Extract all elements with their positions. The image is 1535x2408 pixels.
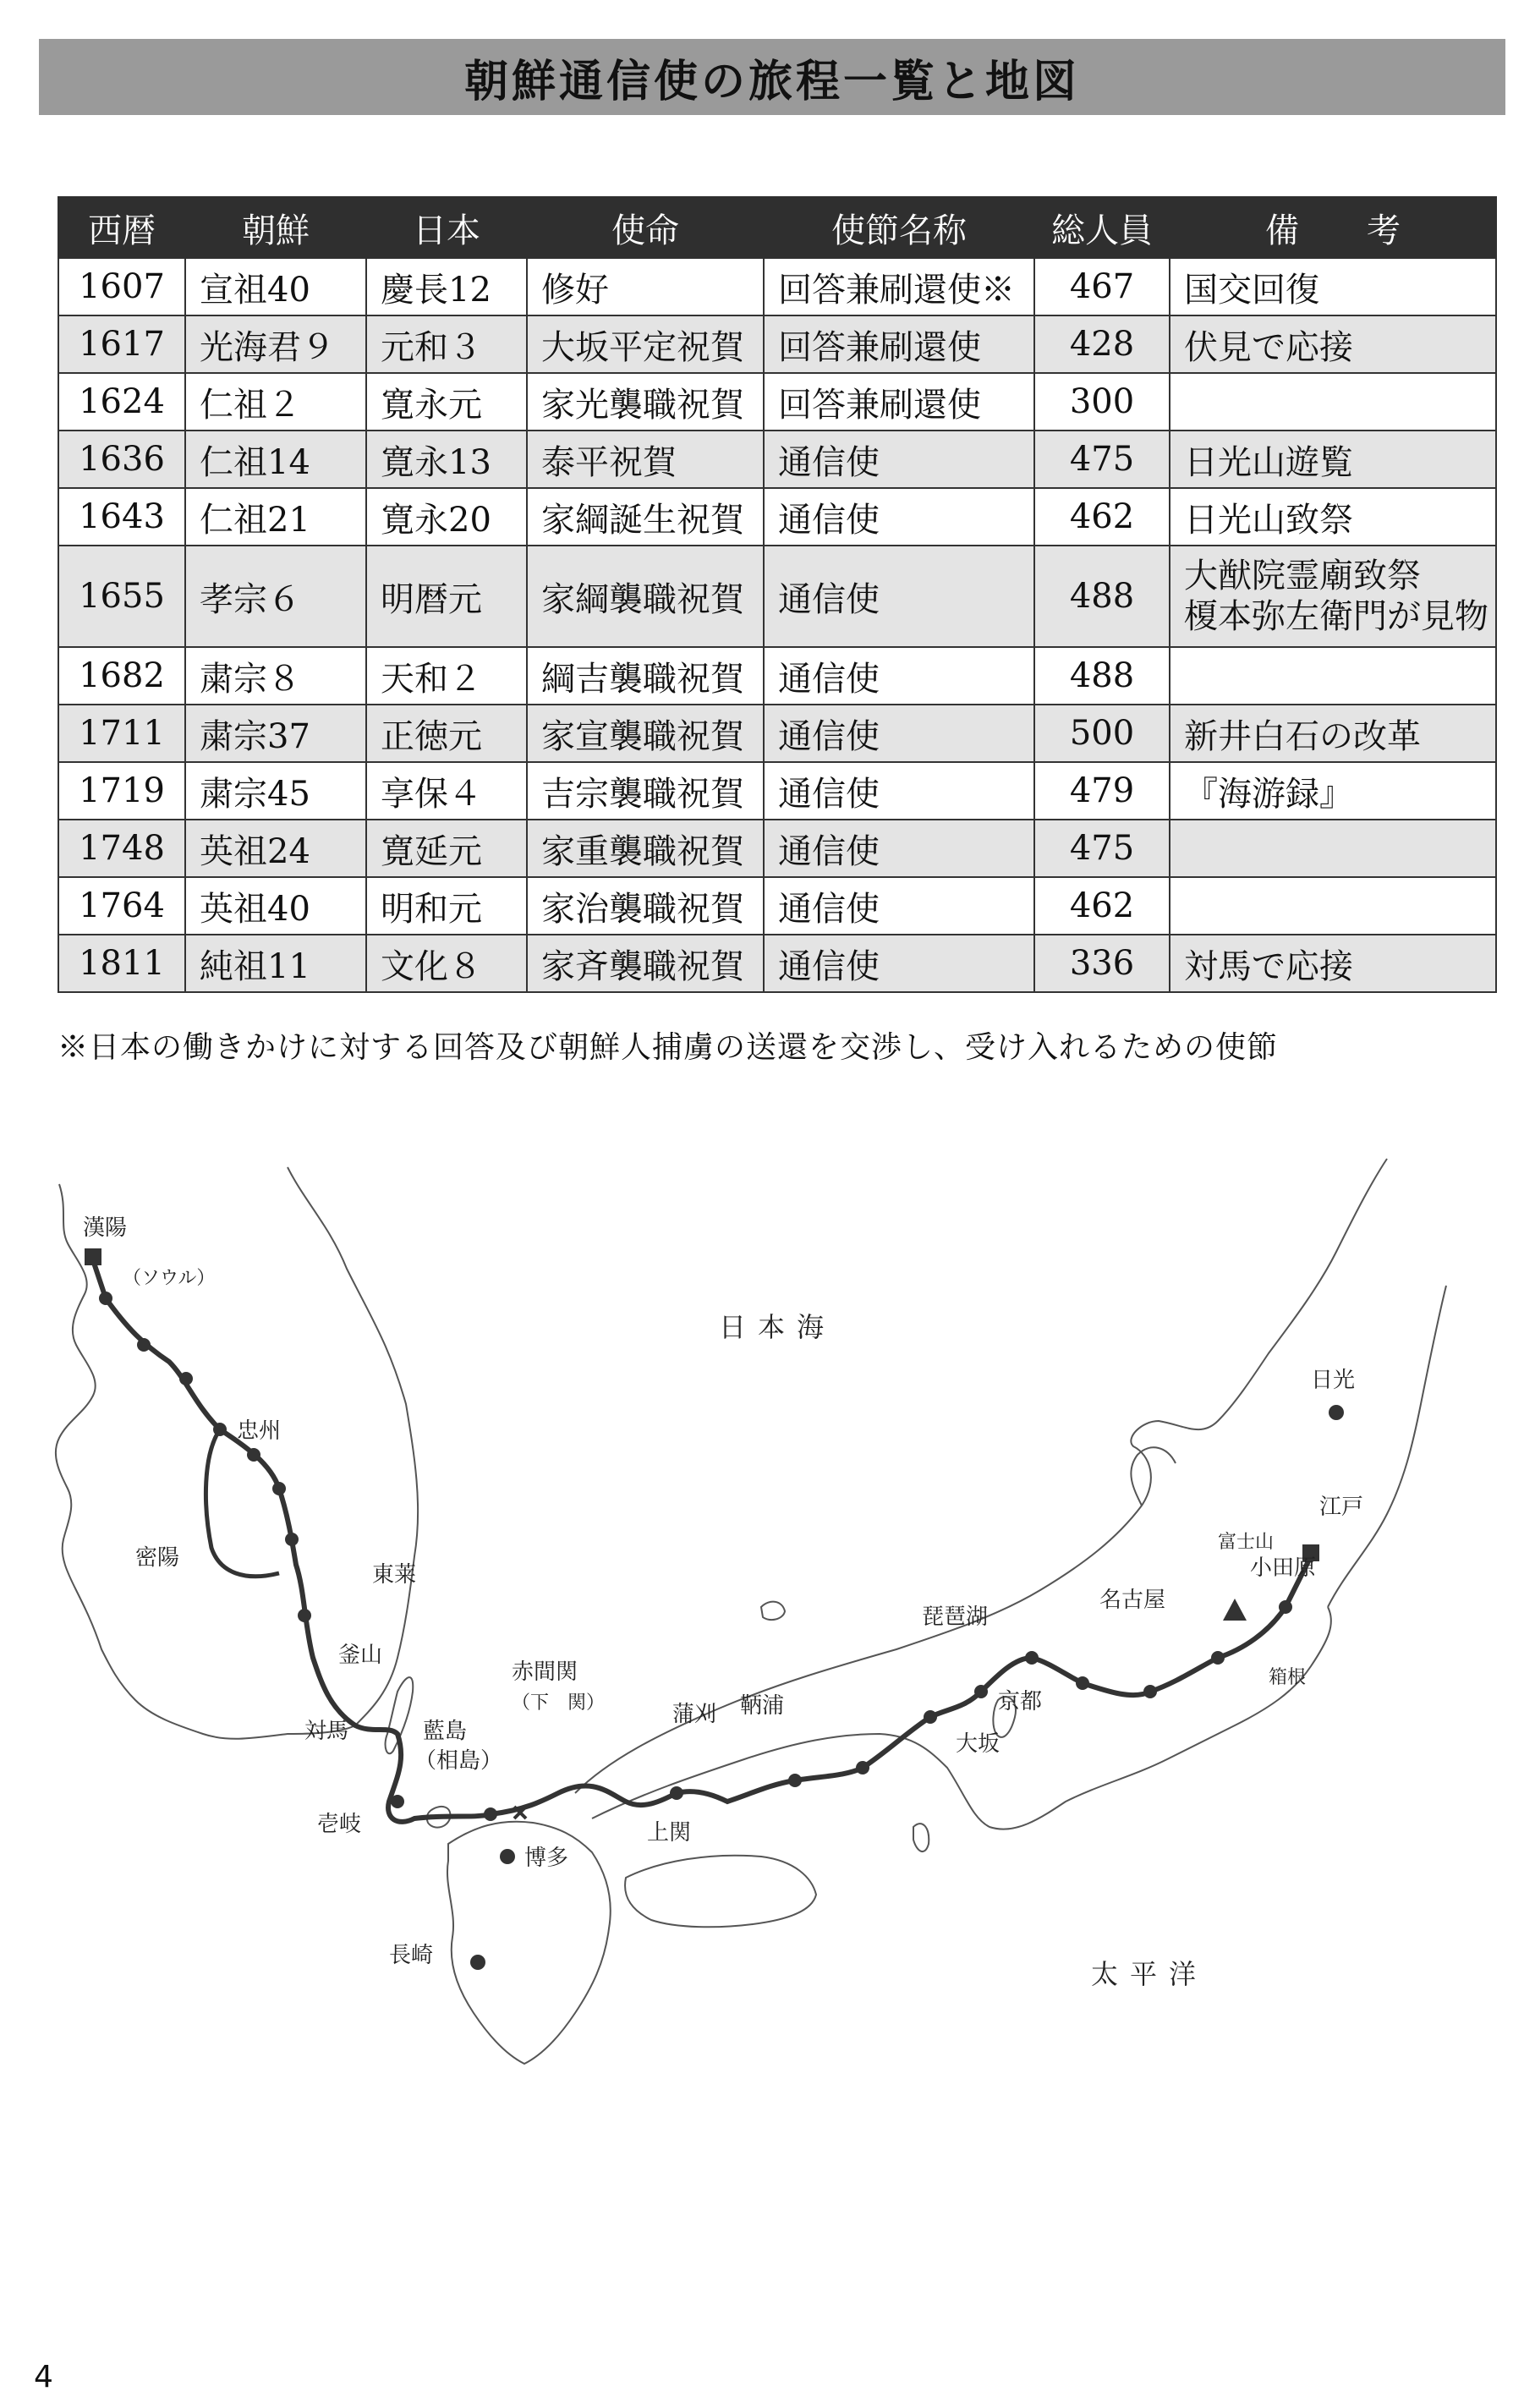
table-row bbox=[58, 820, 1496, 877]
label-kamogari: 蒲刈 bbox=[672, 1702, 717, 1727]
stop-dot bbox=[272, 1482, 286, 1495]
title-bar bbox=[39, 39, 1505, 115]
stop-dot bbox=[247, 1448, 260, 1462]
cell-envoy-name: 回答兼刷還使 bbox=[764, 315, 1034, 373]
stop-dot bbox=[974, 1685, 988, 1698]
stop-dot bbox=[1279, 1600, 1292, 1614]
cell-envoy-name: 通信使 bbox=[764, 488, 1034, 546]
cell-korea: 粛宗45 bbox=[185, 762, 366, 820]
cell-year: 1655 bbox=[58, 546, 185, 647]
label-tsushima: 対馬 bbox=[304, 1719, 349, 1744]
table-row bbox=[58, 935, 1496, 992]
cell-note: 新井白石の改革 bbox=[1170, 705, 1496, 762]
page-number: 4 bbox=[34, 2360, 53, 2394]
cell-mission: 大坂平定祝賀 bbox=[527, 315, 764, 373]
cell-korea: 純祖11 bbox=[185, 935, 366, 992]
cell-envoy-name: 回答兼刷還使 bbox=[764, 373, 1034, 431]
footnote: ※日本の働きかけに対する回答及び朝鮮人捕虜の送還を交渉し、受け入れるための使節 bbox=[58, 1030, 1279, 1065]
header-note: 備 考 bbox=[1170, 197, 1496, 258]
cell-members: 488 bbox=[1034, 546, 1170, 647]
stop-dot bbox=[484, 1807, 497, 1821]
cell-envoy-name: 通信使 bbox=[764, 647, 1034, 705]
cell-year: 1643 bbox=[58, 488, 185, 546]
stop-dot bbox=[298, 1609, 311, 1622]
cell-year: 1711 bbox=[58, 705, 185, 762]
cell-mission: 家治襲職祝賀 bbox=[527, 877, 764, 935]
cell-members: 479 bbox=[1034, 762, 1170, 820]
cell-mission: 綱吉襲職祝賀 bbox=[527, 647, 764, 705]
envoy-route-branch bbox=[206, 1429, 279, 1577]
label-edo: 江戸 bbox=[1319, 1495, 1364, 1520]
cell-japan: 寛永元 bbox=[366, 373, 527, 431]
stop-dot bbox=[391, 1795, 404, 1808]
table-row bbox=[58, 373, 1496, 431]
label-biwako: 琵琶湖 bbox=[922, 1604, 989, 1630]
cell-mission: 泰平祝賀 bbox=[527, 431, 764, 488]
route-stops bbox=[99, 1292, 1344, 1970]
cell-year: 1682 bbox=[58, 647, 185, 705]
cell-japan: 文化８ bbox=[366, 935, 527, 992]
note-line-1: 大猷院霊廟致祭 bbox=[1184, 557, 1421, 595]
cell-korea: 粛宗37 bbox=[185, 705, 366, 762]
cell-japan: 正徳元 bbox=[366, 705, 527, 762]
cell-members: 475 bbox=[1034, 820, 1170, 877]
cell-korea: 光海君９ bbox=[185, 315, 366, 373]
table-row bbox=[58, 258, 1496, 315]
label-seoul: （ソウル） bbox=[123, 1268, 216, 1289]
cell-year: 1636 bbox=[58, 431, 185, 488]
table-header-row bbox=[58, 197, 1496, 258]
table-row bbox=[58, 488, 1496, 546]
label-tomonoura: 鞆浦 bbox=[740, 1693, 785, 1719]
stop-dot bbox=[924, 1710, 937, 1724]
east-coast bbox=[1328, 1286, 1446, 1607]
cell-year: 1811 bbox=[58, 935, 185, 992]
cell-members: 428 bbox=[1034, 315, 1170, 373]
header-year: 西暦 bbox=[58, 197, 185, 258]
cell-envoy-name: 通信使 bbox=[764, 546, 1034, 647]
label-shimonoseki: （下 関） bbox=[512, 1692, 606, 1714]
label-hakata: 博多 bbox=[524, 1846, 569, 1871]
stop-dot bbox=[1211, 1651, 1225, 1665]
label-osaka: 大坂 bbox=[956, 1731, 1000, 1757]
stop-dot bbox=[788, 1774, 802, 1787]
label-japan-sea: 日本海 bbox=[719, 1311, 836, 1343]
cell-japan: 明暦元 bbox=[366, 546, 527, 647]
table-row bbox=[58, 546, 1496, 647]
cell-year: 1617 bbox=[58, 315, 185, 373]
cell-year: 1764 bbox=[58, 877, 185, 935]
label-iki: 壱岐 bbox=[317, 1812, 362, 1837]
cell-year: 1748 bbox=[58, 820, 185, 877]
hakata-dot bbox=[500, 1849, 515, 1864]
header-envoy-name: 使節名称 bbox=[764, 197, 1034, 258]
label-chungju: 忠州 bbox=[237, 1418, 282, 1444]
noto-peninsula bbox=[1131, 1447, 1176, 1506]
label-mirye: 密陽 bbox=[135, 1545, 180, 1571]
cell-note bbox=[1170, 877, 1496, 935]
fuji-mountain-icon bbox=[1223, 1599, 1247, 1621]
stop-dot bbox=[213, 1423, 227, 1436]
cell-korea: 孝宗６ bbox=[185, 546, 366, 647]
cell-japan: 慶長12 bbox=[366, 258, 527, 315]
label-fuji: 富士山 bbox=[1218, 1532, 1275, 1553]
cell-year: 1607 bbox=[58, 258, 185, 315]
cell-japan: 天和２ bbox=[366, 647, 527, 705]
cell-mission: 家光襲職祝賀 bbox=[527, 373, 764, 431]
itinerary-table bbox=[58, 196, 1497, 993]
cell-mission: 家斉襲職祝賀 bbox=[527, 935, 764, 992]
cell-note: 対馬で応接 bbox=[1170, 935, 1496, 992]
header-members: 総人員 bbox=[1034, 197, 1170, 258]
label-hakone: 箱根 bbox=[1269, 1667, 1307, 1688]
cell-japan: 寛永20 bbox=[366, 488, 527, 546]
table-row bbox=[58, 431, 1496, 488]
label-hanyang: 漢陽 bbox=[83, 1215, 128, 1241]
cell-year: 1719 bbox=[58, 762, 185, 820]
cell-korea: 英祖40 bbox=[185, 877, 366, 935]
cell-korea: 仁祖14 bbox=[185, 431, 366, 488]
cell-mission: 家綱誕生祝賀 bbox=[527, 488, 764, 546]
cell-note: 日光山致祭 bbox=[1170, 488, 1496, 546]
note-line-2: 榎本弥左衛門が見物 bbox=[1184, 597, 1488, 636]
table-row bbox=[58, 315, 1496, 373]
cell-envoy-name: 通信使 bbox=[764, 762, 1034, 820]
label-ainoshima-alt: （相島） bbox=[414, 1748, 503, 1774]
cell-korea: 宣祖40 bbox=[185, 258, 366, 315]
cell-members: 467 bbox=[1034, 258, 1170, 315]
cell-members: 500 bbox=[1034, 705, 1170, 762]
nagasaki-dot bbox=[470, 1955, 485, 1970]
cell-envoy-name: 通信使 bbox=[764, 431, 1034, 488]
cell-note bbox=[1170, 647, 1496, 705]
table-row bbox=[58, 647, 1496, 705]
label-odawara: 小田原 bbox=[1250, 1555, 1317, 1581]
stop-dot bbox=[670, 1786, 683, 1800]
header-korea: 朝鮮 bbox=[185, 197, 366, 258]
cell-members: 336 bbox=[1034, 935, 1170, 992]
route-map bbox=[51, 1150, 1505, 2233]
label-nikko: 日光 bbox=[1311, 1368, 1356, 1393]
table-row bbox=[58, 762, 1496, 820]
cell-envoy-name: 通信使 bbox=[764, 705, 1034, 762]
cell-japan: 享保４ bbox=[366, 762, 527, 820]
cell-envoy-name: 通信使 bbox=[764, 935, 1034, 992]
cell-members: 300 bbox=[1034, 373, 1170, 431]
cell-note bbox=[1170, 546, 1496, 647]
cell-japan: 寛延元 bbox=[366, 820, 527, 877]
cell-note: 『海游録』 bbox=[1170, 762, 1496, 820]
cell-korea: 仁祖２ bbox=[185, 373, 366, 431]
cell-members: 488 bbox=[1034, 647, 1170, 705]
cell-korea: 仁祖21 bbox=[185, 488, 366, 546]
label-nagasaki: 長崎 bbox=[389, 1943, 434, 1968]
envoy-route bbox=[93, 1260, 1311, 1822]
cell-members: 475 bbox=[1034, 431, 1170, 488]
cell-korea: 英祖24 bbox=[185, 820, 366, 877]
cell-members: 462 bbox=[1034, 877, 1170, 935]
cell-note: 日光山遊覧 bbox=[1170, 431, 1496, 488]
cell-japan: 寛永13 bbox=[366, 431, 527, 488]
cell-note bbox=[1170, 373, 1496, 431]
stop-dot bbox=[99, 1292, 112, 1305]
cell-japan: 元和３ bbox=[366, 315, 527, 373]
stop-dot bbox=[1025, 1651, 1039, 1665]
cell-envoy-name: 回答兼刷還使※ bbox=[764, 258, 1034, 315]
cell-mission: 家重襲職祝賀 bbox=[527, 820, 764, 877]
cell-mission: 家綱襲職祝賀 bbox=[527, 546, 764, 647]
cell-mission: 修好 bbox=[527, 258, 764, 315]
header-mission: 使命 bbox=[527, 197, 764, 258]
header-japan: 日本 bbox=[366, 197, 527, 258]
stop-dot bbox=[1143, 1685, 1157, 1698]
stop-dot bbox=[179, 1372, 193, 1385]
cell-japan: 明和元 bbox=[366, 877, 527, 935]
label-akamagaseki: 赤間関 bbox=[512, 1659, 578, 1685]
oki-island bbox=[761, 1602, 785, 1620]
awaji-island bbox=[913, 1824, 929, 1851]
hanyang-marker bbox=[85, 1248, 101, 1265]
cell-note: 伏見で応接 bbox=[1170, 315, 1496, 373]
label-ainoshima: 藍島 bbox=[423, 1719, 468, 1744]
label-pacific: 太平洋 bbox=[1091, 1958, 1209, 1990]
label-nagoya: 名古屋 bbox=[1099, 1588, 1166, 1613]
nikko-dot bbox=[1329, 1405, 1344, 1420]
label-kaminoseki: 上関 bbox=[647, 1820, 692, 1846]
cell-korea: 粛宗８ bbox=[185, 647, 366, 705]
cell-note: 国交回復 bbox=[1170, 258, 1496, 315]
label-dongnae: 東莱 bbox=[372, 1562, 417, 1588]
cell-mission: 吉宗襲職祝賀 bbox=[527, 762, 764, 820]
cell-envoy-name: 通信使 bbox=[764, 877, 1034, 935]
table-row bbox=[58, 705, 1496, 762]
cell-year: 1624 bbox=[58, 373, 185, 431]
stop-dot bbox=[137, 1338, 151, 1352]
cell-envoy-name: 通信使 bbox=[764, 820, 1034, 877]
shikoku-coast bbox=[625, 1856, 816, 1928]
table-row bbox=[58, 877, 1496, 935]
cell-mission: 家宣襲職祝賀 bbox=[527, 705, 764, 762]
page-title: 朝鮮通信使の旅程一覧と地図 bbox=[463, 55, 1080, 107]
stop-dot bbox=[1076, 1676, 1089, 1690]
stop-dot bbox=[285, 1533, 299, 1546]
label-busan: 釜山 bbox=[338, 1643, 383, 1668]
stop-dot bbox=[856, 1761, 869, 1774]
cell-note bbox=[1170, 820, 1496, 877]
cell-members: 462 bbox=[1034, 488, 1170, 546]
label-kyoto: 京都 bbox=[998, 1689, 1043, 1714]
